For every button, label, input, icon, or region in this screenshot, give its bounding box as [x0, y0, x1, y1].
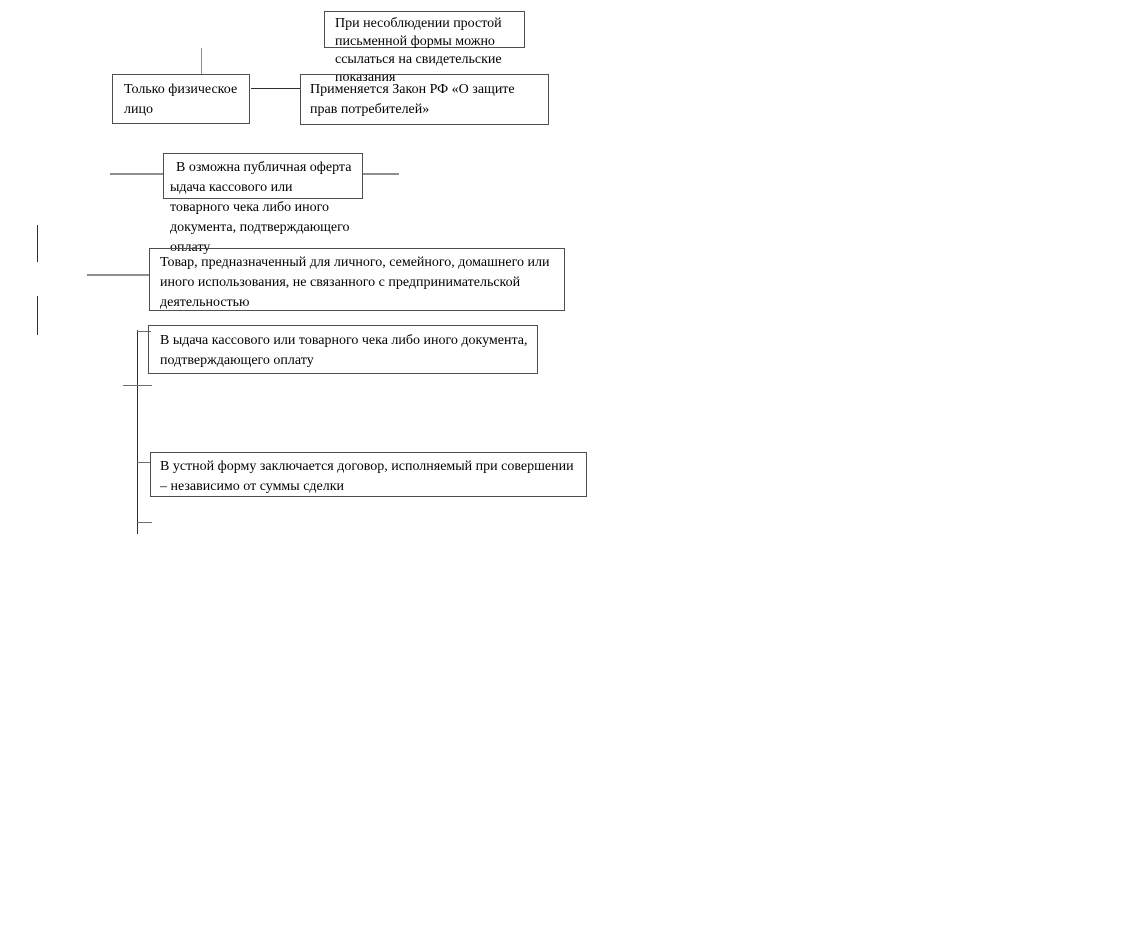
- text-line: письменной формы можно: [335, 34, 495, 49]
- connector-public-offer-to-right: [363, 173, 399, 175]
- text-line: В ыдача кассового или товарного чека либо иного документа,: [160, 333, 528, 348]
- text-line: Только физическое: [124, 82, 238, 97]
- textbox-receipt-issuance[interactable]: [148, 325, 538, 374]
- textbox-oral-form-contract[interactable]: [150, 452, 587, 497]
- text-line: В устной форму заключается договор, исполняемый при совершении: [160, 459, 574, 474]
- text-line: Товар, предназначенный для личного, семейного, домашнего или: [160, 255, 550, 270]
- text-line: При несоблюдении простой: [335, 16, 502, 31]
- connector-left-to-goods-box: [87, 274, 150, 276]
- textbox-goods-personal-use[interactable]: [149, 248, 565, 311]
- text-line: В озможна публичная оферта: [176, 160, 352, 175]
- textbox-consumer-protection-law[interactable]: [300, 74, 549, 125]
- text-line: прав потребителей»: [310, 102, 430, 117]
- connector-left-vertical-lower: [37, 296, 38, 335]
- textbox-individual-only[interactable]: [112, 74, 250, 124]
- connector-top-to-individual-only: [201, 48, 202, 74]
- text-line: документа, подтверждающего: [170, 220, 350, 235]
- text-line: иного использования, не связанного с предпринимательской: [160, 275, 521, 290]
- text-line: товарного чека либо иного: [170, 200, 329, 215]
- text-line: оплату: [170, 240, 211, 255]
- connector-left-to-public-offer: [110, 173, 163, 175]
- connector-individual-to-law: [251, 88, 300, 89]
- text-line: показания: [335, 70, 396, 85]
- connector-tick-bottom: [137, 522, 152, 523]
- connector-tick-to-oral-box: [137, 462, 151, 463]
- connector-vertical-spine: [137, 330, 138, 534]
- text-line: лицо: [124, 102, 153, 117]
- text-line: ыдача кассового или: [170, 180, 293, 195]
- textbox-witness-testimony-note[interactable]: [324, 11, 525, 85]
- text-line: ссылаться на свидетельские: [335, 52, 502, 67]
- text-line: – независимо от суммы сделки: [160, 479, 345, 494]
- textbox-public-offer[interactable]: [163, 153, 363, 255]
- text-line: подтверждающего оплату: [160, 353, 314, 368]
- text-line: деятельностью: [160, 295, 250, 310]
- connector-tick-cross: [123, 385, 152, 386]
- connector-left-vertical-upper: [37, 225, 38, 262]
- text-line: Применяется Закон РФ «О защите: [310, 82, 515, 97]
